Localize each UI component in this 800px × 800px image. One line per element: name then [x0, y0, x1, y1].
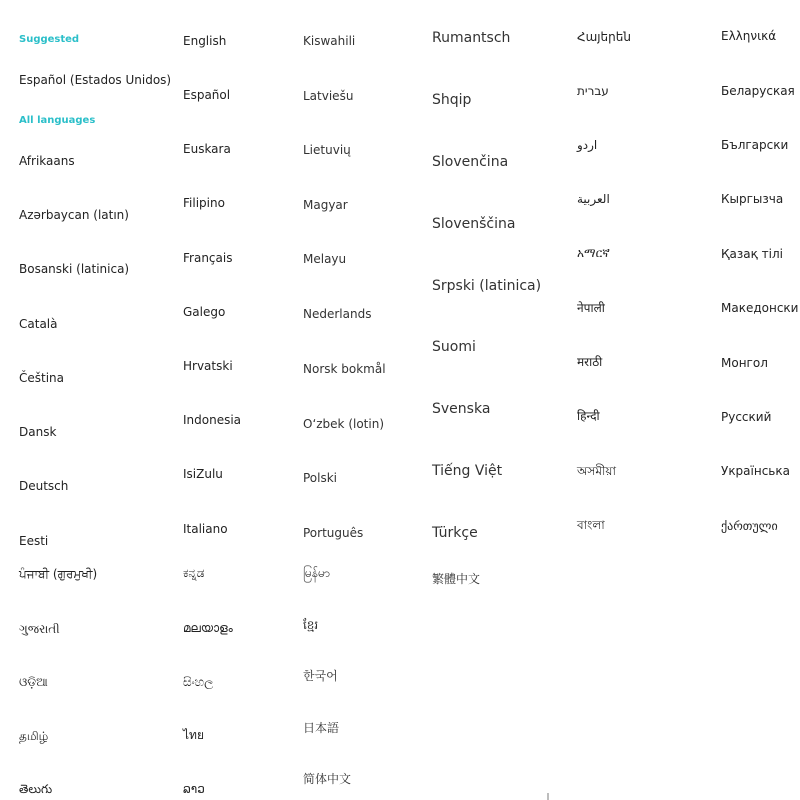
language-item[interactable]: Македонски: [721, 301, 799, 315]
language-item[interactable]: മലയാളം: [183, 621, 233, 635]
language-item[interactable]: Čeština: [19, 371, 65, 385]
all-languages-header: All languages: [19, 115, 96, 126]
language-item[interactable]: Svenska: [432, 401, 491, 417]
language-item[interactable]: Беларуская: [721, 84, 795, 98]
language-item[interactable]: Tiếng Việt: [432, 463, 503, 479]
language-item[interactable]: Русский: [721, 410, 772, 424]
language-item[interactable]: ქართული: [721, 519, 778, 533]
language-item[interactable]: Azərbaycan (latın): [19, 208, 129, 222]
language-item[interactable]: Norsk bokmål: [303, 362, 386, 376]
language-item[interactable]: Oʻzbek (lotin): [303, 417, 385, 431]
language-item[interactable]: Türkçe: [432, 525, 478, 541]
language-item[interactable]: नेपाली: [577, 301, 605, 315]
language-item[interactable]: Кыргызча: [721, 192, 784, 206]
language-item[interactable]: Slovenščina: [432, 216, 516, 232]
language-item[interactable]: မြန်မာ: [303, 566, 330, 580]
language-item[interactable]: Rumantsch: [432, 30, 511, 46]
language-item[interactable]: Indonesia: [183, 413, 242, 427]
language-item[interactable]: Nederlands: [303, 307, 372, 321]
language-item[interactable]: Հայերեն: [577, 30, 631, 44]
language-item[interactable]: Dansk: [19, 425, 57, 439]
language-item[interactable]: Ελληνικά: [721, 29, 777, 43]
language-item[interactable]: Eesti: [19, 534, 49, 548]
language-item[interactable]: اردو: [577, 138, 598, 152]
language-item[interactable]: ಕನ್ನಡ: [183, 566, 205, 580]
language-item[interactable]: ગુજરાતી: [19, 622, 60, 636]
language-item[interactable]: Latviešu: [303, 89, 354, 103]
language-item[interactable]: Українська: [721, 464, 790, 478]
language-item[interactable]: Afrikaans: [19, 154, 75, 168]
language-item[interactable]: Монгол: [721, 356, 768, 370]
language-item[interactable]: Magyar: [303, 198, 348, 212]
language-item[interactable]: ລາວ: [183, 782, 205, 796]
language-item[interactable]: 日本語: [303, 721, 340, 735]
language-item[interactable]: অসমীয়া: [577, 464, 616, 478]
language-item[interactable]: தமிழ்: [19, 729, 49, 743]
language-item[interactable]: ଓଡ଼ିଆ: [19, 675, 48, 689]
language-item[interactable]: 简体中文: [303, 772, 352, 786]
language-item[interactable]: Kiswahili: [303, 34, 356, 48]
language-item[interactable]: IsiZulu: [183, 467, 223, 481]
language-item[interactable]: Deutsch: [19, 479, 69, 493]
language-item[interactable]: Български: [721, 138, 789, 152]
language-item[interactable]: Shqip: [432, 92, 472, 108]
language-item[interactable]: Français: [183, 251, 233, 265]
language-item[interactable]: 한국어: [303, 669, 338, 683]
language-item[interactable]: ខ្មែរ: [303, 618, 319, 632]
language-item[interactable]: Қазақ тілі: [721, 247, 783, 261]
language-item[interactable]: עברית: [577, 84, 609, 98]
language-item[interactable]: Português: [303, 526, 364, 540]
language-item[interactable]: Hrvatski: [183, 359, 233, 373]
language-item[interactable]: Slovenčina: [432, 154, 509, 170]
language-item[interactable]: Galego: [183, 305, 226, 319]
language-item[interactable]: Español: [183, 88, 231, 102]
language-item[interactable]: 繁體中文: [432, 572, 481, 586]
scroll-indicator: [547, 793, 549, 800]
language-item[interactable]: Polski: [303, 471, 338, 485]
language-item[interactable]: සිංහල: [183, 675, 214, 689]
language-item[interactable]: Filipino: [183, 196, 225, 210]
language-item[interactable]: ਪੰਜਾਬੀ (ਗੁਰਮੁਖੀ): [19, 567, 98, 581]
language-item[interactable]: English: [183, 34, 227, 48]
language-item[interactable]: Melayu: [303, 252, 347, 266]
language-item[interactable]: العربية: [577, 192, 610, 206]
language-item[interactable]: Bosanski (latinica): [19, 262, 130, 276]
language-item[interactable]: हिन्दी: [577, 409, 600, 423]
language-item[interactable]: मराठी: [577, 355, 603, 369]
language-item-suggested-es-us[interactable]: Español (Estados Unidos): [19, 73, 172, 87]
language-item[interactable]: తెలుగు: [19, 782, 53, 796]
suggested-header: Suggested: [19, 34, 80, 45]
language-item[interactable]: አማርኛ: [577, 246, 610, 260]
language-item[interactable]: Italiano: [183, 522, 228, 536]
language-item[interactable]: Srpski (latinica): [432, 278, 542, 294]
language-item[interactable]: Suomi: [432, 339, 476, 355]
language-item[interactable]: Euskara: [183, 142, 231, 156]
language-item[interactable]: ไทย: [183, 728, 204, 742]
language-item[interactable]: Català: [19, 317, 58, 331]
language-item[interactable]: Lietuvių: [303, 143, 351, 157]
language-item[interactable]: বাংলা: [577, 518, 605, 532]
